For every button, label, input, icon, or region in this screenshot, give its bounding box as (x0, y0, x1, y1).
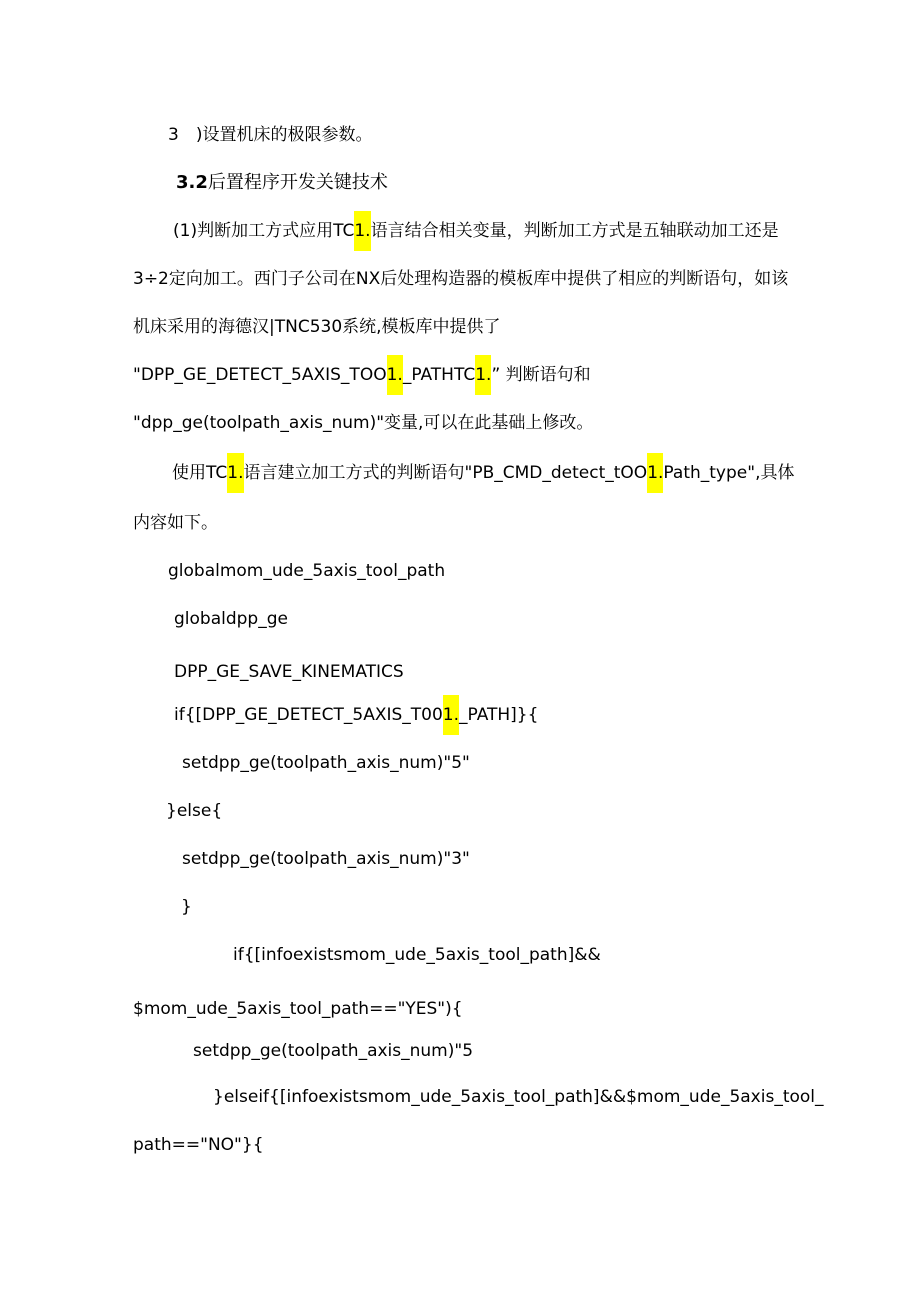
code-line: setdpp_ge(toolpath_axis_num)"3" (182, 849, 470, 869)
code-line: if{[DPP_GE_DETECT_5AXIS_T001._PATH]}{ (174, 703, 538, 727)
code-line: }elseif{[infoexistsmom_ude_5axis_tool_path]&&$mom_ude_5axis_tool_ (213, 1087, 824, 1107)
code-line: $mom_ude_5axis_tool_path=="YES"){ (133, 999, 463, 1019)
code-line: globalmom_ude_5axis_tool_path (168, 561, 446, 581)
paragraph-line: 3÷2定向加工。西门子公司在NX后处理构造器的模板库中提供了相应的判断语句，如该 (133, 269, 789, 289)
highlight-mark: 1. (647, 453, 663, 493)
highlight-mark: 1. (443, 695, 459, 735)
highlight-mark: 1. (387, 355, 403, 395)
list-item-3: 3 )设置机床的极限参数。 (168, 125, 373, 145)
code-line: setdpp_ge(toolpath_axis_num)"5 (193, 1041, 474, 1061)
paragraph-line: 内容如下。 (133, 513, 218, 533)
highlight-mark: 1. (475, 355, 491, 395)
highlight-mark: 1. (354, 211, 370, 251)
code-line: } (181, 897, 192, 917)
code-line: }else{ (166, 801, 223, 821)
code-line: DPP_GE_SAVE_KINEMATICS (174, 662, 404, 682)
code-line: globaldpp_ge (174, 609, 288, 629)
paragraph-line: (1)判断加工方式应用TC1.语言结合相关变量，判断加工方式是五轴联动加工还是 (173, 219, 779, 243)
code-line: setdpp_ge(toolpath_axis_num)"5" (182, 753, 470, 773)
paragraph-line: 机床采用的海德汉|TNC530系统,模板库中提供了 (133, 317, 501, 337)
code-line: path=="NO"}{ (133, 1135, 264, 1155)
code-line: if{[infoexistsmom_ude_5axis_tool_path]&& (233, 945, 601, 965)
section-heading: 3.2后置程序开发关键技术 (176, 172, 388, 193)
highlight-mark: 1. (227, 453, 243, 493)
paragraph-line: "dpp_ge(toolpath_axis_num)"变量,可以在此基础上修改。 (133, 413, 594, 433)
paragraph-line: 使用TC1.语言建立加工方式的判断语句"PB_CMD_detect_tOO1.Path_type",具体 (172, 461, 794, 485)
paragraph-line: "DPP_GE_DETECT_5AXIS_TOO1._PATHTC1.” 判断语句和 (133, 363, 591, 387)
